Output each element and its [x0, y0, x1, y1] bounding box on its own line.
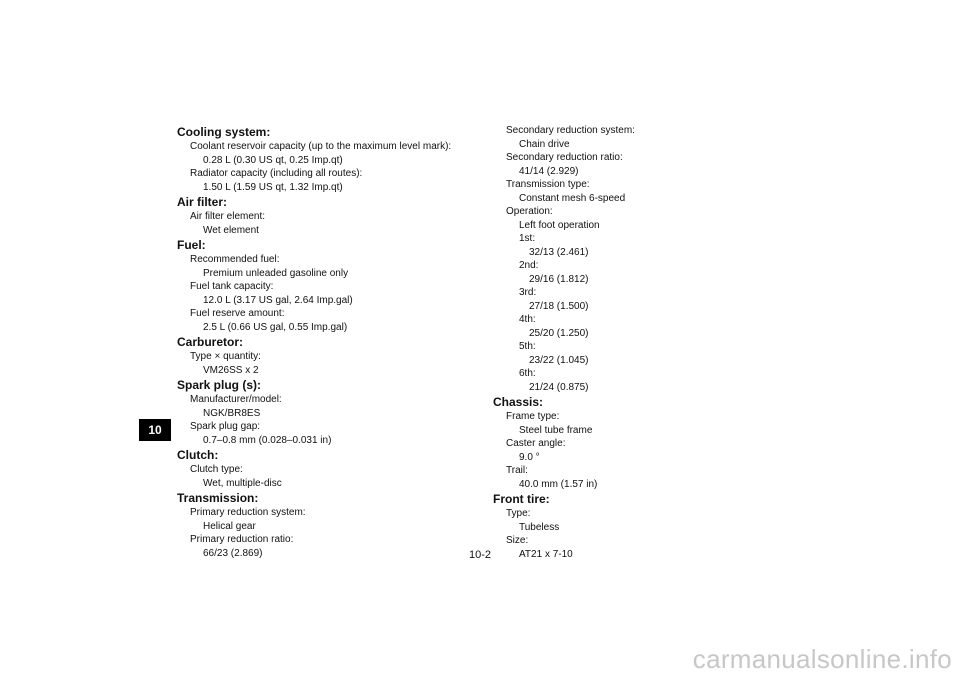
- spec-value: Steel tube frame: [519, 424, 593, 436]
- spec-value: 27/18 (1.500): [529, 300, 589, 312]
- spec-value: 9.0 °: [519, 451, 540, 463]
- spec-label: Recommended fuel:: [190, 254, 280, 265]
- section-heading: Front tire:: [493, 492, 550, 506]
- spec-label: Operation:: [506, 206, 553, 217]
- spec-value: Premium unleaded gasoline only: [203, 267, 349, 279]
- spec-value: 2.5 L (0.66 US gal, 0.55 Imp.gal): [203, 321, 348, 333]
- spec-value: 5th:: [519, 341, 536, 352]
- spec-value: Tubeless: [519, 521, 560, 533]
- spec-value: 29/16 (1.812): [529, 273, 589, 285]
- spec-label: Spark plug gap:: [190, 421, 261, 432]
- left-spec-column: [177, 124, 477, 560]
- spec-value: 3rd:: [519, 287, 537, 298]
- spec-label: Fuel reserve amount:: [190, 308, 285, 319]
- right-spec-column: [493, 124, 793, 561]
- spec-value: 0.7–0.8 mm (0.028–0.031 in): [203, 434, 332, 446]
- spec-value: Chain drive: [519, 138, 570, 150]
- spec-value: 40.0 mm (1.57 in): [519, 478, 598, 490]
- spec-value: Wet, multiple-disc: [203, 477, 282, 489]
- spec-label: Type × quantity:: [190, 351, 261, 362]
- spec-value: Constant mesh 6-speed: [519, 192, 626, 204]
- spec-value: Left foot operation: [519, 219, 600, 231]
- section-heading: Clutch:: [177, 448, 219, 462]
- section-heading: Spark plug (s):: [177, 378, 262, 392]
- section-heading: Cooling system:: [177, 125, 271, 139]
- spec-label: Caster angle:: [506, 438, 566, 449]
- spec-value: 32/13 (2.461): [529, 246, 589, 258]
- spec-value: 66/23 (2.869): [203, 547, 263, 559]
- spec-label: Primary reduction ratio:: [190, 534, 294, 545]
- spec-value: Helical gear: [203, 520, 256, 532]
- spec-value: Wet element: [203, 224, 259, 236]
- spec-label: Size:: [506, 535, 529, 546]
- spec-value: 12.0 L (3.17 US gal, 2.64 Imp.gal): [203, 294, 353, 306]
- spec-label: Manufacturer/model:: [190, 394, 282, 405]
- spec-value: VM26SS x 2: [203, 364, 259, 376]
- section-heading: Carburetor:: [177, 335, 244, 349]
- spec-label: Primary reduction system:: [190, 507, 306, 518]
- spec-value: 0.28 L (0.30 US qt, 0.25 Imp.qt): [203, 154, 343, 166]
- spec-value: 1st:: [519, 233, 536, 244]
- spec-label: Fuel tank capacity:: [190, 281, 274, 292]
- spec-label: Coolant reservoir capacity (up to the maximum level mark):: [190, 141, 452, 152]
- spec-value: 6th:: [519, 368, 536, 379]
- spec-value: NGK/BR8ES: [203, 407, 261, 419]
- spec-label: Transmission type:: [506, 179, 590, 190]
- spec-label: Secondary reduction system:: [506, 125, 635, 136]
- spec-label: Secondary reduction ratio:: [506, 152, 623, 163]
- spec-label: Type:: [506, 508, 531, 519]
- spec-label: Frame type:: [506, 411, 560, 422]
- chapter-tab: 10: [139, 419, 171, 441]
- spec-value: 4th:: [519, 314, 536, 325]
- spec-label: Trail:: [506, 465, 528, 476]
- section-heading: Air filter:: [177, 195, 228, 209]
- spec-label: Radiator capacity (including all routes):: [190, 168, 363, 179]
- section-heading: Fuel:: [177, 238, 206, 252]
- section-heading: Chassis:: [493, 395, 544, 409]
- spec-label: Clutch type:: [190, 464, 243, 475]
- spec-value: 2nd:: [519, 260, 539, 271]
- spec-value: 41/14 (2.929): [519, 165, 579, 177]
- section-heading: Transmission:: [177, 491, 259, 505]
- spec-value: 1.50 L (1.59 US qt, 1.32 Imp.qt): [203, 181, 343, 193]
- spec-value: 25/20 (1.250): [529, 327, 589, 339]
- spec-value: AT21 x 7-10: [519, 548, 573, 560]
- spec-label: Air filter element:: [190, 211, 266, 222]
- watermark: carmanualsonline.info: [692, 644, 952, 674]
- spec-value: 23/22 (1.045): [529, 354, 589, 366]
- spec-value: 21/24 (0.875): [529, 381, 589, 393]
- page-number: 10-2: [468, 549, 492, 561]
